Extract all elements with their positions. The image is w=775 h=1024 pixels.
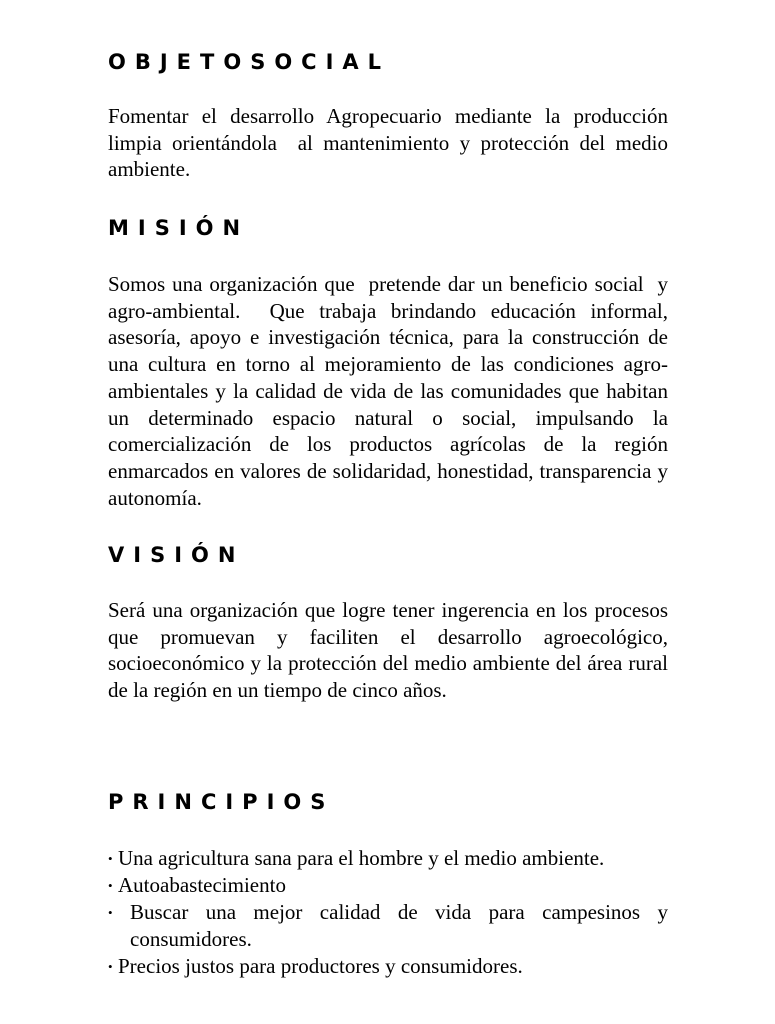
vision-text: Será una organización que logre tener ingerencia en los procesos que promuevan y faciliten el desarrollo agroecológico, socioeconómico y la protección del medio ambiente del área rural de la región en un tiempo de cinco años. [108,598,674,703]
principios-list [108,845,668,980]
bullet-icon: • [108,878,113,893]
list-item [108,845,668,872]
mision-heading: MISIÓN [108,216,250,240]
objeto-social-heading: OBJETOSOCIAL [108,50,391,74]
principio-text: Precios justos para productores y consumidores. [118,954,523,978]
principio-text: Una agricultura sana para el hombre y el medio ambiente. [118,846,605,870]
mision-text: Somos una organización que pretende dar un beneficio social y agro-ambiental. Que trabaja brindando educación informal, asesoría, apoyo e investigación técnica, para la construcción de una cultura en torno al mejoramiento de las condiciones agro-ambientales y la calidad de vida de las comunidades que habitan un determinado espacio natural o social, impulsando la comercialización de los productos agrícolas de la región enmarcados en valores de solidaridad, honestidad, transparencia y autonomía. [108,272,674,510]
list-item [108,872,668,899]
principios-heading: PRINCIPIOS [108,790,335,814]
principio-text: Autoabastecimiento [118,873,286,897]
list-item [108,953,668,980]
list-item [108,899,668,953]
vision-heading: VISIÓN [108,543,245,567]
objeto-social-text: Fomentar el desarrollo Agropecuario mediante la producción limpia orientándola al mantenimiento y protección del medio ambiente. [108,104,674,182]
bullet-icon: • [108,905,113,920]
bullet-icon: • [108,959,113,974]
bullet-icon: • [108,851,113,866]
principio-text: Buscar una mejor calidad de vida para campesinos y consumidores. [130,900,668,951]
